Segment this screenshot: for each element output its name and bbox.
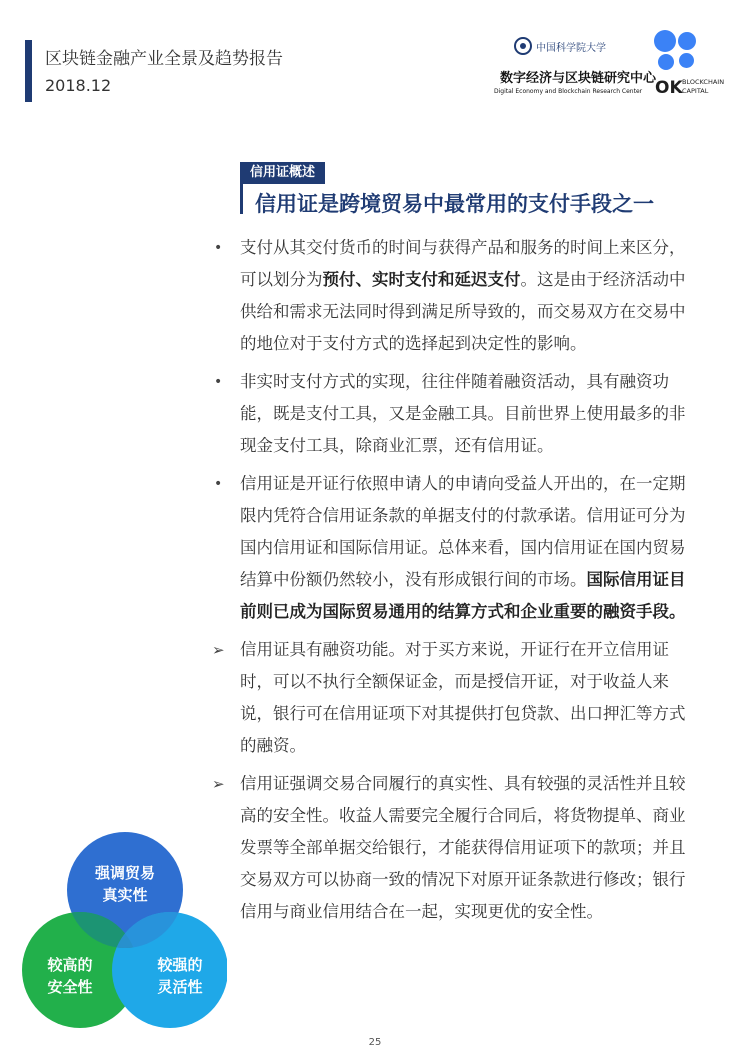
emphasis-text: 国际信用证目前则已成为国际贸易通用的结算方式和企业重要的融资手段。 — [240, 570, 686, 621]
venn-diagram — [22, 820, 227, 1030]
paragraph-item — [210, 468, 690, 628]
body-content — [210, 232, 690, 934]
report-date: 2018.12 — [45, 76, 112, 95]
paragraph-item — [210, 634, 690, 762]
emphasis-text: 预付、实时支付和延迟支付 — [322, 270, 521, 289]
research-center-name-en: Digital Economy and Blockchain Research Center — [494, 88, 643, 95]
header-accent-bar — [25, 40, 32, 102]
paragraph-text: 支付从其交付货币的时间与获得产品和服务的时间上来区分，可以划分为 — [240, 238, 686, 289]
research-center-name: 数字经济与区块链研究中心 — [500, 71, 657, 86]
paragraph-text: 信用证是开证行依照申请人的申请向受益人开出的，在一定期限内凭符合信用证条款的单据支付的付款承诺。信用证可分为国内信用证和国际信用证。总体来看，国内信用证在国内贸易结算中份额仍然较小，没有形成银行间的市场。 — [240, 474, 686, 589]
okb-sub-line1: BLOCKCHAIN — [682, 78, 725, 86]
ucas-logo — [514, 36, 626, 56]
bullet-icon: • — [214, 476, 223, 492]
venn-label-truth-2: 真实性 — [102, 886, 148, 904]
paragraph-item — [210, 366, 690, 462]
paragraph-text: 非实时支付方式的实现，往往伴随着融资活动，具有融资功能，既是支付工具，又是金融工具。目前世界上使用最多的非现金支付工具，除商业汇票，还有信用证。 — [240, 372, 686, 455]
section-rule — [240, 184, 243, 214]
paragraph-item — [210, 768, 690, 928]
venn-label-safety-2: 安全性 — [47, 978, 93, 996]
venn-label-truth-1: 强调贸易 — [94, 864, 156, 882]
ucas-name: 中国科学院大学 — [536, 42, 606, 54]
arrow-bullet-icon: ➢ — [212, 641, 225, 659]
venn-label-flex-2: 灵活性 — [157, 978, 203, 996]
okb-mark: OK — [655, 78, 683, 98]
page-number: 25 — [368, 1037, 382, 1048]
bullet-icon: • — [214, 240, 223, 256]
section-title: 信用证是跨境贸易中最常用的支付手段之一 — [255, 192, 654, 216]
okb-logo-icon — [654, 30, 700, 74]
ucas-emblem-icon — [514, 37, 532, 55]
paragraph-text: 信用证强调交易合同履行的真实性、具有较强的灵活性并且较高的安全性。收益人需要完全履行合同后，将货物提单、商业发票等全部单据交给银行，才能获得信用证项下的款项；并且交易双方可以协商一致的情况下对原开证条款进行修改；银行信用与商业信用结合在一起，实现更优的安全性。 — [240, 774, 686, 921]
paragraph-text: 。这是由于经济活动中供给和需求无法同时得到满足所导致的，而交易双方在交易中的地位对于支付方式的选择起到决定性的影响。 — [240, 270, 686, 353]
arrow-bullet-icon: ➢ — [212, 775, 225, 793]
paragraph-item — [210, 232, 690, 360]
report-title: 区块链金融产业全景及趋势报告 — [45, 49, 283, 69]
okb-subtitle — [682, 78, 724, 96]
okb-sub-line2: CAPITAL — [682, 87, 709, 95]
venn-label-safety-1: 较高的 — [47, 956, 93, 974]
bullet-icon: • — [214, 374, 223, 390]
venn-label-flex-1: 较强的 — [157, 956, 203, 974]
paragraph-text: 信用证具有融资功能。对于买方来说，开证行在开立信用证时，可以不执行全额保证金，而是授信开证，对于收益人来说，银行可在信用证项下对其提供打包贷款、出口押汇等方式的融资。 — [240, 640, 686, 755]
section-tag: 信用证概述 — [240, 162, 325, 184]
